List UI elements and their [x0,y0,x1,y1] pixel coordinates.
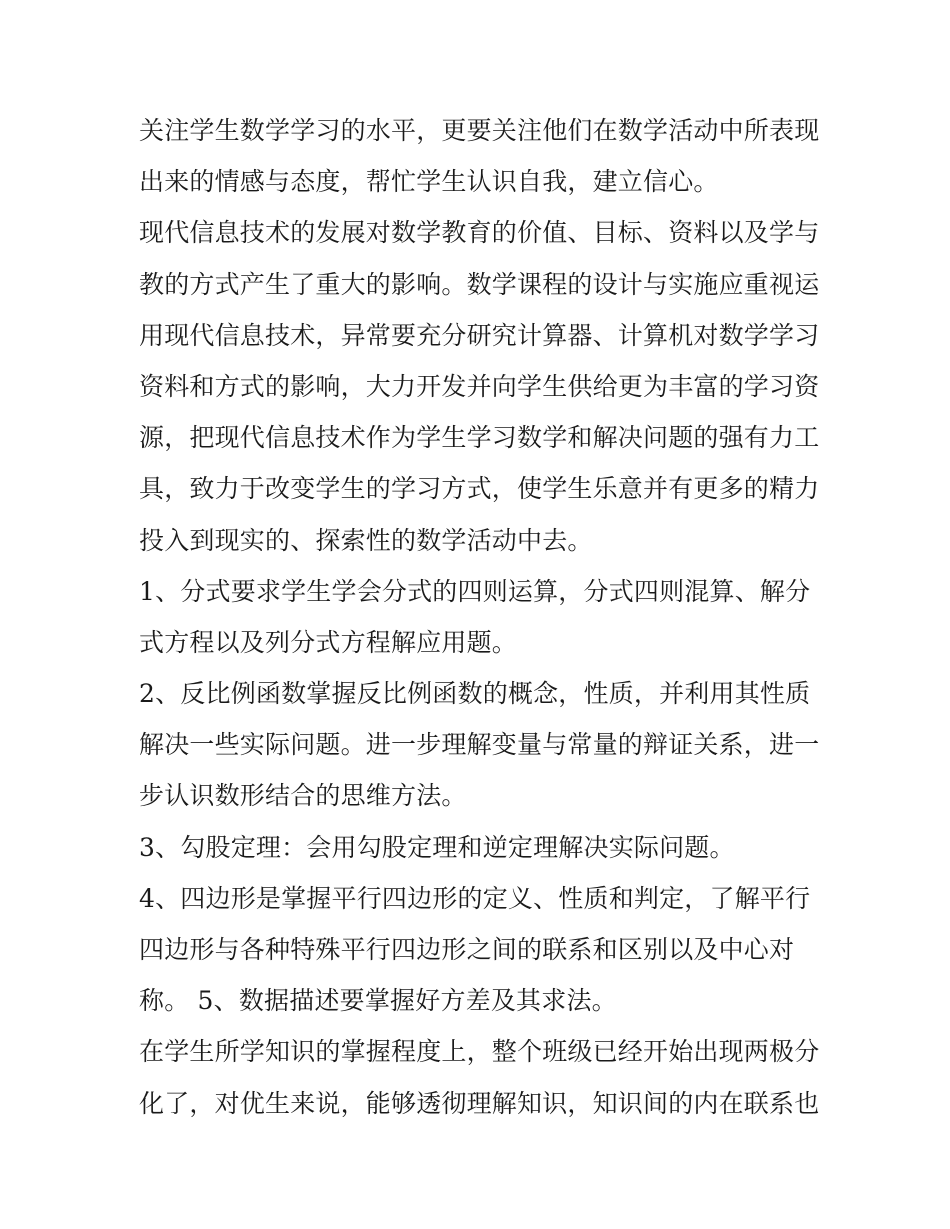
text-line-2: 出来的情感与态度，帮忙学生认识自我，建立信心。 [139,167,719,197]
text-line-3: 现代信息技术的发展对数学教育的价值、目标、资料以及学与 [139,218,820,248]
text-line-6: 资料和方式的影响，大力开发并向学生供给更为丰富的学习资 [139,371,820,401]
document-body [139,105,820,1129]
text-line-20: 化了，对优生来说，能够透彻理解知识，知识间的内在联系也 [139,1088,820,1118]
text-line-1: 关注学生数学学习的水平，更要关注他们在数学活动中所表现 [139,116,820,145]
text-line-5: 用现代信息技术，异常要充分研究计算器、计算机对数学学习 [139,320,820,350]
text-line-14: 步认识数形结合的思维方法。 [139,781,467,811]
text-line-15: 3、勾股定理：会用勾股定理和逆定理解决实际问题。 [139,832,735,862]
text-line-11: 式方程以及列分式方程解应用题。 [139,627,518,657]
text-line-19: 在学生所学知识的掌握程度上，整个班级已经开始出现两极分 [139,1037,820,1067]
text-line-17: 四边形与各种特殊平行四边形之间的联系和区别以及中心对 [139,935,795,964]
text-line-7: 源，把现代信息技术作为学生学习数学和解决问题的强有力工 [139,423,820,453]
text-line-16: 4、四边形是掌握平行四边形的定义、性质和判定，了解平行 [139,883,811,913]
text-line-8: 具，致力于改变学生的学习方式，使学生乐意并有更多的精力 [139,474,820,504]
text-line-18: 称。 5、数据描述要掌握好方差及其求法。 [139,986,617,1016]
text-line-4: 教的方式产生了重大的影响。数学课程的设计与实施应重视运 [139,269,820,299]
text-line-12: 2、反比例函数掌握反比例函数的概念，性质，并利用其性质 [139,679,811,709]
text-line-10: 1、分式要求学生学会分式的四则运算，分式四则混算、解分 [139,576,811,606]
text-line-9: 投入到现实的、探索性的数学活动中去。 [139,525,593,555]
text-line-13: 解决一些实际问题。进一步理解变量与常量的辩证关系，进一 [139,730,820,760]
